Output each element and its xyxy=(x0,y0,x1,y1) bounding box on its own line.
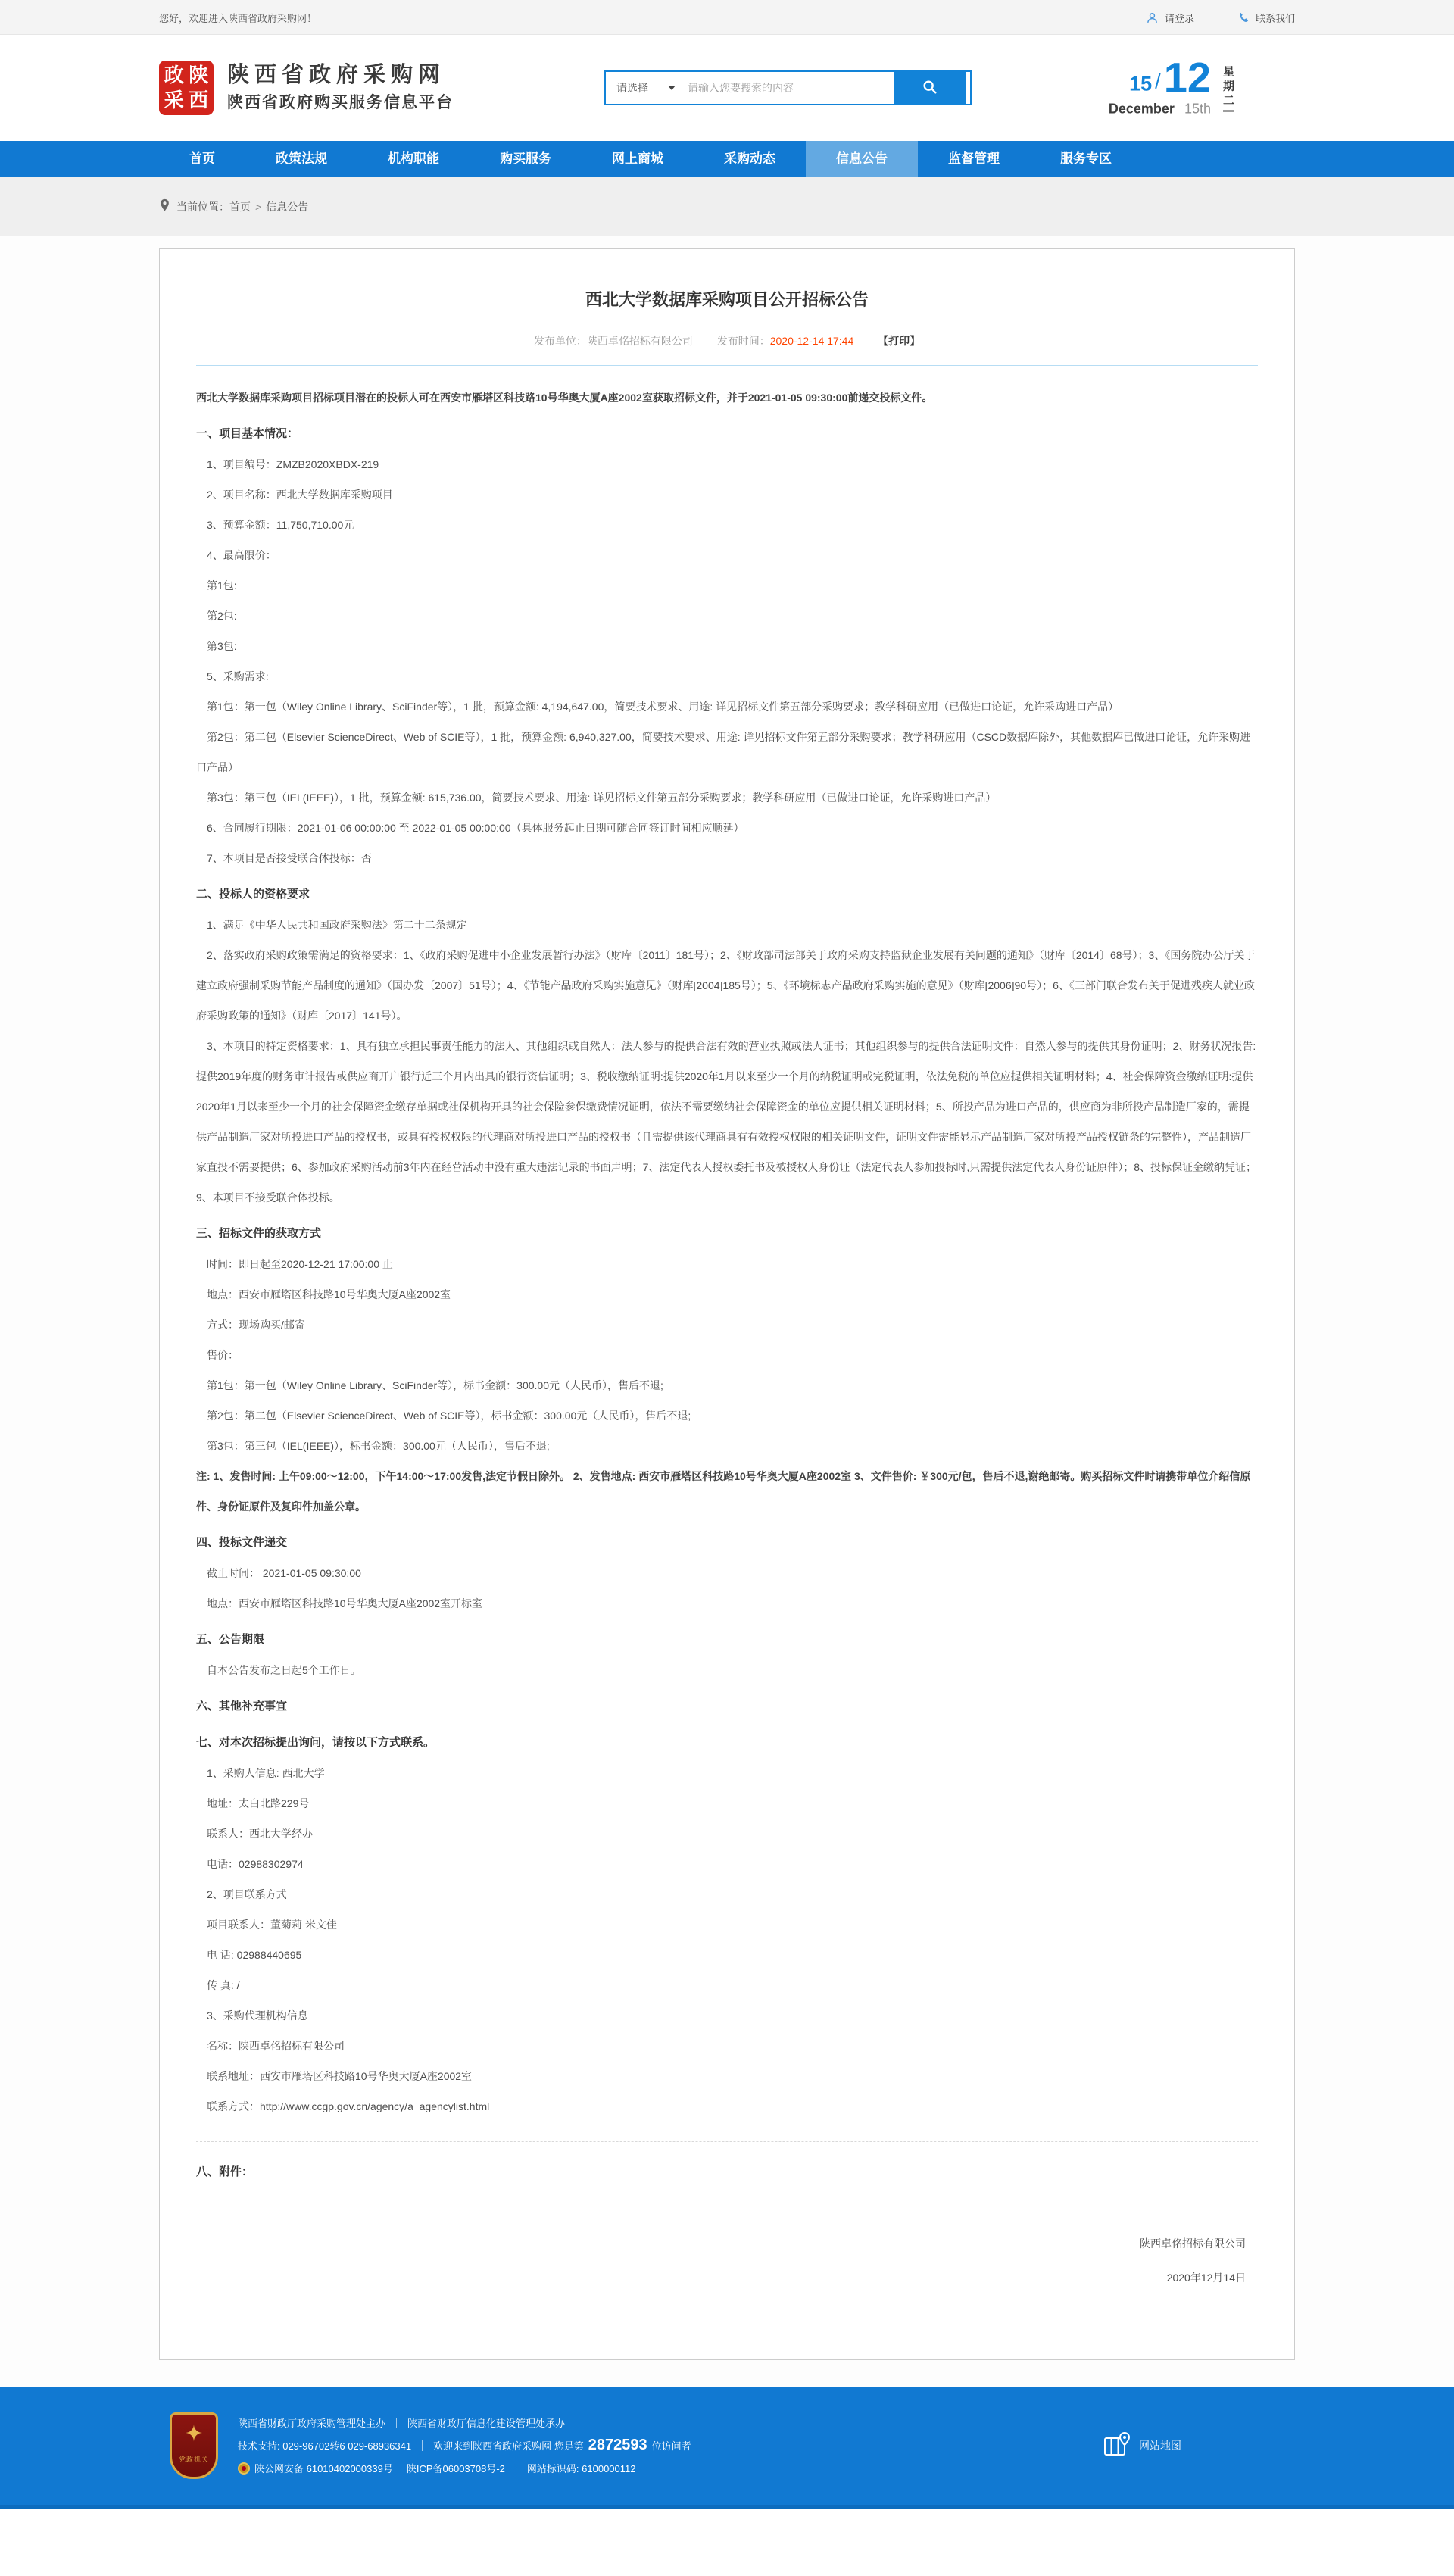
article-paragraph: 3、预算金额：11,750,710.00元 xyxy=(207,519,354,531)
article-paragraph: 第2包：第二包（Elsevier ScienceDirect、Web of SCIE等），1 批，预算金额: 6,940,327.00，简要技术要求、用途: 详见招标文件第五部分采购要求；教学科研应用（CSCD数据库除外，其他数据库已做进口论证，允许采购进口产品） xyxy=(196,731,1251,773)
article-paragraph: 六、其他补充事宜 xyxy=(196,1700,288,1713)
article-paragraph: 联系人：西北大学经办 xyxy=(207,1828,313,1840)
article-paragraph: 地点：西安市雁塔区科技路10号华奥大厦A座2002室开标室 xyxy=(207,1597,483,1610)
visitor-count: 2872593 xyxy=(588,2437,647,2453)
article-paragraph: 3、采购代理机构信息 xyxy=(207,2009,308,2022)
date-weekday: 星 期 二 xyxy=(1223,64,1234,111)
article-body xyxy=(196,366,1258,2122)
article-paragraph: 项目联系人：董菊莉 米文佳 xyxy=(207,1919,337,1931)
article-meta xyxy=(196,333,1258,366)
attachment-divider xyxy=(196,2141,1258,2142)
date-month-name: December xyxy=(1108,101,1175,117)
article-paragraph: 二、投标人的资格要求 xyxy=(196,888,310,901)
article-paragraph: 第1包：第一包（Wiley Online Library、SciFinder等），标书金额：300.00元（人民币），售后不退; xyxy=(207,1379,663,1391)
article-paragraph: 2、落实政府采购政策需满足的资格要求：1、《政府采购促进中小企业发展暂行办法》（财库〔2011〕181号）；2、《财政部司法部关于政府采购支持监狱企业发展有关问题的通知》（财库〔2014〕68号）；3、《国务院办公厅关于建立政府强制采购节能产品制度的通知》（国办发〔2007〕51号）；4、《节能产品政府采购实施意见》（财库[2004]185号）；5、《环境标志产品政府采购实施的意见》（财库[2006]90号）；6、《三部门联合发布关于促进残疾人就业政府采购政策的通知》（财库〔2017〕141号）。 xyxy=(196,949,1256,1022)
article-paragraph: 3、本项目的特定资格要求：1、具有独立承担民事责任能力的法人、其他组织或自然人：法人参与的提供合法有效的营业执照或法人证书；其他组织参与的提供合法证明文件：自然人参与的提供其身份证明；2、财务状况报告:提供2019年度的财务审计报告或供应商开户银行近三个月内出具的银行资信证明；3、税收缴纳证明:提供2020年1月以来至少一个月的纳税证明或完税证明，依法免税的单位应提供相关证明材料；4、社会保障资金缴纳证明:提供2020年1月以来至少一个月的社会保障资金缴存单据或社保机构开具的社会保险参保缴费情况证明，依法不需要缴纳社会保障资金的单位应提供相关证明材料；5、所投产品为进口产品的，供应商为非所投产品制造厂家的，需提供产品制造厂家对所投进口产品的授权书，或具有授权权限的代理商对所投进口产品的授权书（且需提供该代理商具有有效授权权限的相关证明文件，证明文件需能显示产品制造厂家对所投产品授权链条的完整性），产品制造厂家直投不需要提供；6、参加政府采购活动前3年内在经营活动中没有重大违法记录的书面声明；7、法定代表人授权委托书及被授权人身份证（法定代表人参加投标时,只需提供法定代表人身份证原件）；8、投标保证金缴纳凭证；9、本项目不接受联合体投标。 xyxy=(196,1040,1257,1204)
map-icon xyxy=(1103,2431,1131,2459)
article-paragraph: 传 真: / xyxy=(207,1979,240,1991)
date-ordinal: 15th xyxy=(1184,101,1211,117)
article-paragraph: 第1包：第一包（Wiley Online Library、SciFinder等），1 批，预算金额: 4,194,647.00，简要技术要求、用途: 详见招标文件第五部分采购要求；教学科研应用（已做进口论证，允许采购进口产品） xyxy=(207,701,1119,713)
search-category-select[interactable]: 请选择 xyxy=(606,72,683,104)
article-paragraph: 1、项目编号：ZMZB2020XBDX-219 xyxy=(207,458,379,470)
police-badge-icon xyxy=(238,2462,250,2475)
nav-item[interactable]: 监督管理 xyxy=(948,151,1000,166)
sitemap-link[interactable]: 网站地图 xyxy=(1103,2431,1181,2459)
nav-item[interactable]: 服务专区 xyxy=(1060,151,1112,166)
article-paragraph: 名称：陕西卓佲招标有限公司 xyxy=(207,2040,345,2052)
footer-organizer-line: 陕西省财政厅政府采购管理处主办 陕西省财政厅信息化建设管理处承办 xyxy=(238,2418,566,2429)
publisher: 发布单位：陕西卓佲招标有限公司 xyxy=(533,335,693,347)
login-link[interactable]: 请登录 xyxy=(1146,11,1194,25)
article-paragraph: 2、项目名称：西北大学数据库采购项目 xyxy=(207,489,393,501)
article-paragraph: 自本公告发布之日起5个工作日。 xyxy=(207,1664,361,1676)
phone-icon xyxy=(1237,11,1250,24)
article-paragraph: 第1包: xyxy=(207,579,237,592)
nav-item[interactable]: 政策法规 xyxy=(276,151,327,166)
article-paragraph: 三、招标文件的获取方式 xyxy=(196,1227,322,1240)
footer-support-line: 技术支持: 029-96702转6 029-68936341 欢迎来到陕西省政府采购网 您是第 2872593 位访问者 xyxy=(238,2437,691,2453)
article-paragraph: 1、满足《中华人民共和国政府采购法》第二十二条规定 xyxy=(207,919,467,931)
site-logo[interactable] xyxy=(159,61,454,115)
article-paragraph: 方式：现场购买/邮寄 xyxy=(207,1319,305,1331)
welcome-text: 您好，欢迎进入陕西省政府采购网！ xyxy=(159,12,317,24)
breadcrumb-home[interactable]: 首页 xyxy=(229,201,251,213)
article-paragraph: 4、最高限价： xyxy=(207,549,276,561)
article-paragraph: 7、本项目是否接受联合体投标：否 xyxy=(207,852,372,864)
publish-time: 发布时间：2020-12-14 17:44 xyxy=(716,335,854,347)
article-paragraph: 地点：西安市雁塔区科技路10号华奥大厦A座2002室 xyxy=(207,1288,451,1300)
chevron-down-icon xyxy=(668,86,676,90)
article-paragraph: 地址：太白北路229号 xyxy=(207,1797,310,1809)
article-paragraph: 时间：即日起至2020-12-21 17:00:00 止 xyxy=(207,1258,393,1270)
article-signature xyxy=(196,2187,1258,2325)
article-card xyxy=(159,248,1295,2360)
nav-item[interactable]: 购买服务 xyxy=(500,151,551,166)
security-record[interactable]: 陕公网安备 61010402000339号 xyxy=(254,2463,393,2475)
contact-link[interactable]: 联系我们 xyxy=(1237,11,1295,25)
footer-record-line xyxy=(238,2461,1103,2475)
government-emblem: ✦ 党政机关 xyxy=(170,2412,218,2479)
topbar xyxy=(0,0,1454,35)
article-paragraph: 2、项目联系方式 xyxy=(207,1888,287,1900)
article-paragraph: 第3包: xyxy=(207,640,237,652)
site-header xyxy=(0,35,1454,141)
location-pin-icon xyxy=(159,198,170,216)
article-paragraph: 电话：02988302974 xyxy=(207,1858,304,1870)
breadcrumb-strip xyxy=(0,177,1454,236)
attachment-heading: 八、附件： xyxy=(196,2165,254,2178)
article-paragraph: 5、采购需求: xyxy=(207,670,269,682)
icp-record[interactable]: 陕ICP备06003708号-2 xyxy=(406,2463,505,2475)
article-paragraph: 联系方式：http://www.ccgp.gov.cn/agency/a_agencylist.html xyxy=(207,2100,490,2112)
article-paragraph: 1、采购人信息: 西北大学 xyxy=(207,1767,325,1779)
article-paragraph: 6、合同履行期限：2021-01-06 00:00:00 至 2022-01-05 00:00:00（具体服务起止日期可随合同签订时间相应顺延） xyxy=(207,822,744,834)
article-paragraph: 截止时间： 2021-01-05 09:30:00 xyxy=(207,1567,361,1579)
article-paragraph: 电 话: 02988440695 xyxy=(207,1949,302,1961)
site-subtitle: 陕西省政府购买服务信息平台 xyxy=(227,94,454,111)
search-input[interactable] xyxy=(683,72,894,104)
article-paragraph: 注: 1、发售时间: 上午09:00～12:00，下午14:00～17:00发售,法定节假日除外。 2、发售地点: 西安市雁塔区科技路10号华奥大厦A座2002室 3、文件售价: ￥300元/包，售后不退,谢绝邮寄。购买招标文件时请携带单位介绍信原件、身份证原件及复印件加盖公章。 xyxy=(196,1470,1251,1513)
date-day: 15 xyxy=(1129,72,1153,95)
logo-seal: 政 陕 采 西 xyxy=(159,61,214,115)
user-icon xyxy=(1146,11,1159,24)
nav-item[interactable]: 机构职能 xyxy=(388,151,439,166)
date-month: 12 xyxy=(1163,53,1211,101)
signature-date: 2020年12月14日 xyxy=(1166,2272,1246,2284)
article-paragraph: 四、投标文件递交 xyxy=(196,1536,288,1549)
main-area xyxy=(0,236,1454,2387)
article-title: 西北大学数据库采购项目公开招标公告 xyxy=(585,290,869,309)
search-bar xyxy=(604,70,972,105)
article-paragraph: 西北大学数据库采购项目招标项目潜在的投标人可在西安市雁塔区科技路10号华奥大厦A座2002室获取招标文件，并于2021-01-05 09:30:00前递交投标文件。 xyxy=(196,392,933,404)
article-paragraph: 第3包：第三包（IEL(IEEE)），1 批，预算金额: 615,736.00，简要技术要求、用途: 详见招标文件第五部分采购要求；教学科研应用（已做进口论证，允许采购进口产品） xyxy=(207,792,997,804)
article-paragraph: 七、对本次招标提出询问，请按以下方式联系。 xyxy=(196,1736,435,1749)
nav-item[interactable]: 采购动态 xyxy=(724,151,775,166)
article-paragraph: 五、公告期限 xyxy=(196,1633,265,1646)
breadcrumb-current[interactable]: 信息公告 xyxy=(266,201,309,213)
article-paragraph: 联系地址：西安市雁塔区科技路10号华奥大厦A座2002室 xyxy=(207,2070,473,2082)
article-paragraph: 第2包：第二包（Elsevier ScienceDirect、Web of SCIE等），标书金额：300.00元（人民币），售后不退; xyxy=(207,1410,691,1422)
signature-company: 陕西卓佲招标有限公司 xyxy=(1140,2237,1246,2250)
site-code: 网站标识码: 6100000112 xyxy=(526,2463,636,2475)
nav-item[interactable]: 首页 xyxy=(189,151,215,166)
article-paragraph: 第3包：第三包（IEL(IEEE)），标书金额：300.00元（人民币），售后不退; xyxy=(207,1440,550,1452)
nav-item[interactable]: 信息公告 xyxy=(806,141,918,177)
search-icon xyxy=(922,79,938,98)
search-button[interactable] xyxy=(894,72,966,104)
article-paragraph: 售价： xyxy=(207,1349,239,1361)
article-paragraph: 第2包: xyxy=(207,610,237,622)
site-footer xyxy=(0,2387,1454,2509)
site-title: 陕西省政府采购网 xyxy=(227,63,446,87)
print-button[interactable]: 【打印】 xyxy=(878,335,921,347)
date-widget: 15 / 12 December 15th 星 期 二 xyxy=(1108,53,1234,117)
nav-item[interactable]: 网上商城 xyxy=(612,151,663,166)
breadcrumb: 当前位置：首页 > 信息公告 xyxy=(176,201,309,213)
main-nav xyxy=(0,141,1454,177)
article-paragraph: 一、项目基本情况： xyxy=(196,427,299,440)
